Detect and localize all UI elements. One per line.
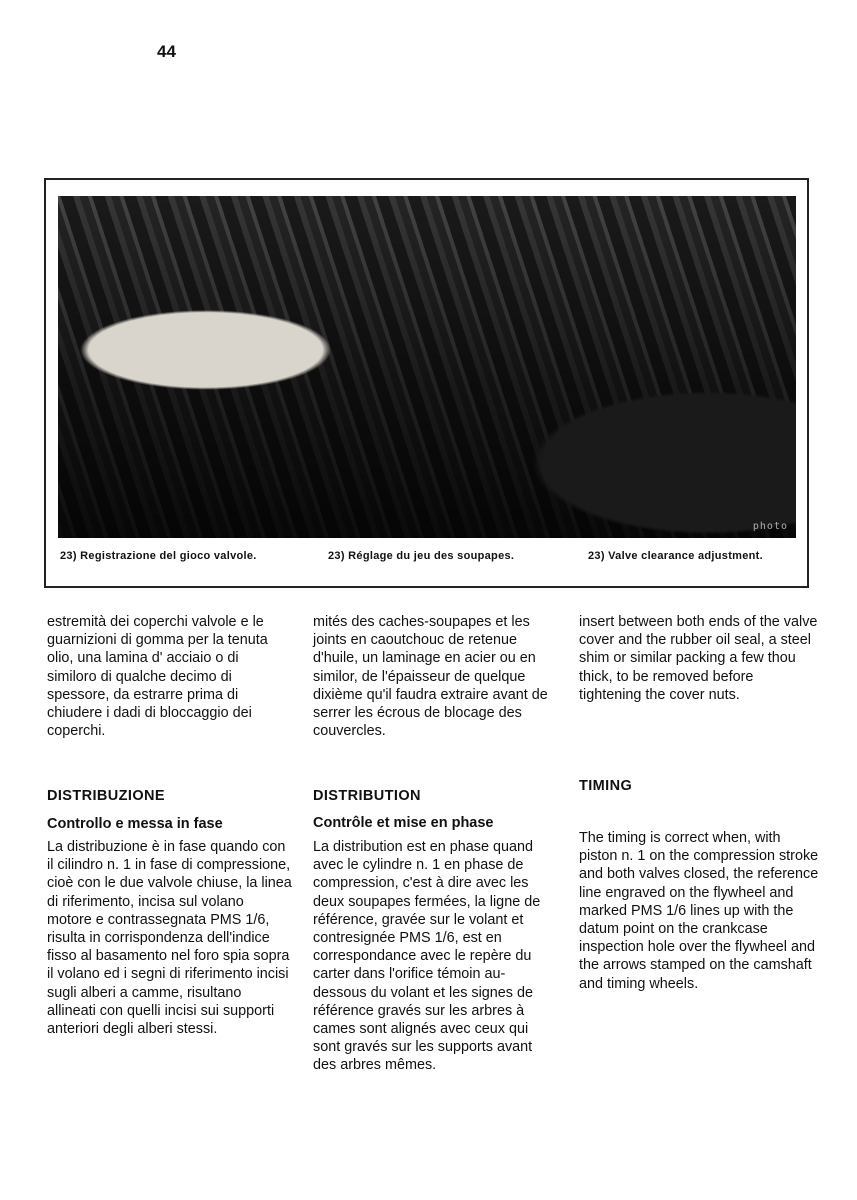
figure-caption-english: 23) Valve clearance adjustment. — [588, 550, 763, 562]
italian-body-paragraph: La distribuzione è in fase quando con il cilindro n. 1 in fase di compressione, cioè con le due valvole chiuse, la linea di riferimento, incisa sul volano motore e contrassegnata PMS 1/6, risulta in corrispondenza dell'indice fisso al basamento nel foro spia sopra il volano ed i segni di riferimento incisi sugli alberi a camme, risultano allineati con quelli incisi sui supporti anteriori degli alberi stessi. — [47, 839, 292, 1038]
figure-caption-italian: 23) Registrazione del gioco valvole. — [60, 550, 257, 562]
french-body-paragraph: La distribution est en phase quand avec le cylindre n. 1 en phase de compression, c'est à dire avec les deux soupapes fermées, la ligne de référence, gravée sur le volant et contresignée PMS 1/6, est en correspondance avec le repère du carter dans l'orifice témoin au-dessous du volant et les signes de référence gravés sur les arbres à cames sont alignés avec ceux qui sont gravés sur les supports avant des arbres mêmes. — [313, 839, 541, 1074]
italian-intro-paragraph: estremità dei coperchi valvole e le guarnizioni di gomma per la tenuta olio, una lamina d' acciaio o di similoro di qualche decimo di spessore, da estrarre prima di chiudere i dadi di bloccaggio dei coperchi. — [47, 614, 268, 740]
french-intro-paragraph: mités des caches-soupapes et les joints en caoutchouc de retenue d'huile, un laminage en acier ou en similor, de l'épaisseur de quelque dixième qu'il faudra extraire avant de serrer les écrous de blocage des couvercles. — [313, 614, 548, 740]
italian-subheading: Controllo e messa in fase — [47, 816, 223, 832]
french-subheading: Contrôle et mise en phase — [313, 815, 494, 831]
english-body-paragraph: The timing is correct when, with piston n. 1 on the compression stroke and both valves closed, the reference line engraved on the flywheel and marked PMS 1/6 lines up with the datum point on the crankcase inspection hole over the flywheel and the arrows stamped on the camshaft and timing wheels. — [579, 830, 819, 992]
english-section-heading: TIMING — [579, 778, 633, 794]
english-intro-paragraph: insert between both ends of the valve cover and the rubber oil seal, a steel shim or similar packing a few thou thick, to be removed before tightening the cover nuts. — [579, 614, 818, 703]
page-number: 44 — [157, 42, 176, 61]
figure-frame — [44, 178, 809, 588]
photo-label: photo — [752, 521, 788, 532]
french-section-heading: DISTRIBUTION — [313, 788, 421, 804]
italian-section-heading: DISTRIBUZIONE — [47, 788, 165, 804]
figure-caption-french: 23) Réglage du jeu des soupapes. — [328, 550, 515, 562]
engine-valve-adjustment-photo — [58, 196, 796, 538]
